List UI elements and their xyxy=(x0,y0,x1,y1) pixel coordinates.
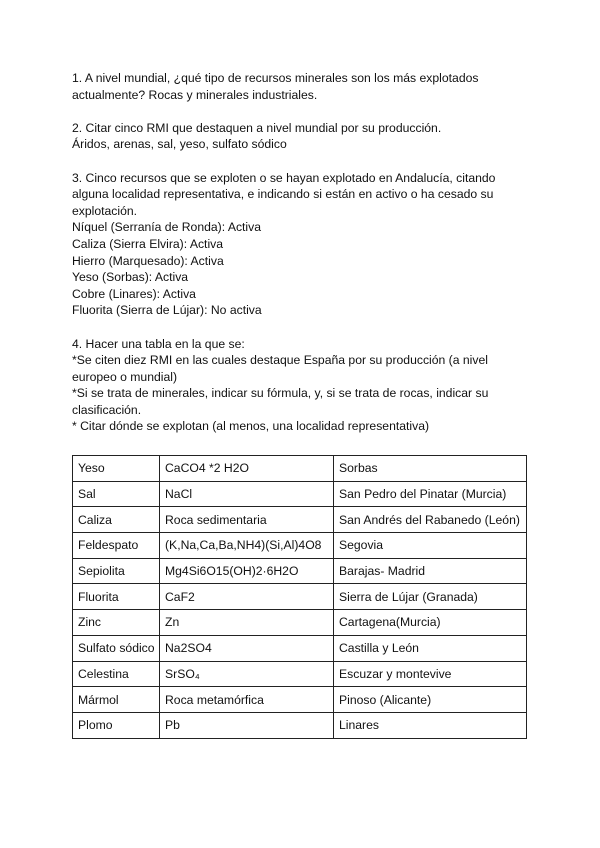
table-cell-location: Escuzar y montevive xyxy=(334,661,527,687)
question-2 xyxy=(72,120,530,153)
table-cell-resource: Yeso xyxy=(73,456,160,482)
table-cell-formula: Pb xyxy=(160,712,334,738)
text-line: Yeso (Sorbas): Activa xyxy=(72,270,189,285)
table-cell-location: Segovia xyxy=(334,533,527,559)
table-cell-resource: Caliza xyxy=(73,507,160,533)
table-row xyxy=(73,687,527,713)
text-line: Caliza (Sierra Elvira): Activa xyxy=(72,236,224,251)
question-4 xyxy=(72,336,530,436)
text-line: Níquel (Serranía de Ronda): Activa xyxy=(72,220,262,235)
text-line: europeo o mundial) xyxy=(72,369,178,384)
table-cell-formula: Na2SO4 xyxy=(160,635,334,661)
table-cell-location: Linares xyxy=(334,712,527,738)
text-line: clasificación. xyxy=(72,402,142,417)
table-cell-resource: Sepiolita xyxy=(73,558,160,584)
text-line: Hierro (Marquesado): Activa xyxy=(72,253,224,268)
text-line: Áridos, arenas, sal, yeso, sulfato sódico xyxy=(72,137,287,152)
table-row xyxy=(73,584,527,610)
table-cell-location: San Andrés del Rabanedo (León) xyxy=(334,507,527,533)
table-cell-formula: Zn xyxy=(160,610,334,636)
table-cell-resource: Celestina xyxy=(73,661,160,687)
text-line: actualmente? Rocas y minerales industriales. xyxy=(72,87,318,102)
text-line: 1. A nivel mundial, ¿qué tipo de recursos minerales son los más explotados xyxy=(72,71,479,85)
text-line: 4. Hacer una tabla en la que se: xyxy=(72,336,245,351)
table-cell-formula: CaCO4 *2 H2O xyxy=(160,456,334,482)
text-line: *Si se trata de minerales, indicar su fórmula, y, si se trata de rocas, indicar su xyxy=(72,386,489,401)
table-row xyxy=(73,610,527,636)
table-cell-resource: Feldespato xyxy=(73,533,160,559)
table-cell-formula: NaCl xyxy=(160,481,334,507)
table-cell-location: San Pedro del Pinatar (Murcia) xyxy=(334,481,527,507)
table-cell-formula: Roca sedimentaria xyxy=(160,507,334,533)
table-cell-resource: Fluorita xyxy=(73,584,160,610)
document-body xyxy=(72,70,530,452)
table-cell-formula: Roca metamórfica xyxy=(160,687,334,713)
table-cell-resource: Zinc xyxy=(73,610,160,636)
table-cell-formula: (K,Na,Ca,Ba,NH4)(Si,Al)4O8 xyxy=(160,533,334,559)
table-cell-location: Castilla y León xyxy=(334,635,527,661)
table-row xyxy=(73,533,527,559)
text-line: explotación. xyxy=(72,203,138,218)
table-row xyxy=(73,712,527,738)
table-cell-location: Pinoso (Alicante) xyxy=(334,687,527,713)
question-1 xyxy=(72,70,530,103)
table-cell-formula: SrSO₄ xyxy=(160,661,334,687)
text-line: alguna localidad representativa, e indicando si están en activo o ha cesado su xyxy=(72,187,494,202)
text-line: *Se citen diez RMI en las cuales destaque España por su producción (a nivel xyxy=(72,353,488,368)
table-cell-resource: Sal xyxy=(73,481,160,507)
question-3 xyxy=(72,170,530,319)
text-line: Cobre (Linares): Activa xyxy=(72,286,196,301)
text-line: Fluorita (Sierra de Lújar): No activa xyxy=(72,303,262,318)
table-row xyxy=(73,558,527,584)
table-row xyxy=(73,481,527,507)
table-cell-formula: CaF2 xyxy=(160,584,334,610)
text-line: 3. Cinco recursos que se exploten o se hayan explotado en Andalucía, citando xyxy=(72,170,496,185)
table-row xyxy=(73,507,527,533)
table-cell-resource: Sulfato sódico xyxy=(73,635,160,661)
text-line: 2. Citar cinco RMI que destaquen a nivel mundial por su producción. xyxy=(72,120,442,135)
table-cell-formula: Mg4Si6O15(OH)2·6H2O xyxy=(160,558,334,584)
table-cell-resource: Plomo xyxy=(73,712,160,738)
text-line: * Citar dónde se explotan (al menos, una localidad representativa) xyxy=(72,419,430,434)
table-row xyxy=(73,635,527,661)
table-row xyxy=(73,456,527,482)
table-cell-location: Cartagena(Murcia) xyxy=(334,610,527,636)
table-cell-resource: Mármol xyxy=(73,687,160,713)
rmi-table xyxy=(72,455,527,739)
table-cell-location: Sierra de Lújar (Granada) xyxy=(334,584,527,610)
table-cell-location: Sorbas xyxy=(334,456,527,482)
table-cell-location: Barajas- Madrid xyxy=(334,558,527,584)
table-row xyxy=(73,661,527,687)
